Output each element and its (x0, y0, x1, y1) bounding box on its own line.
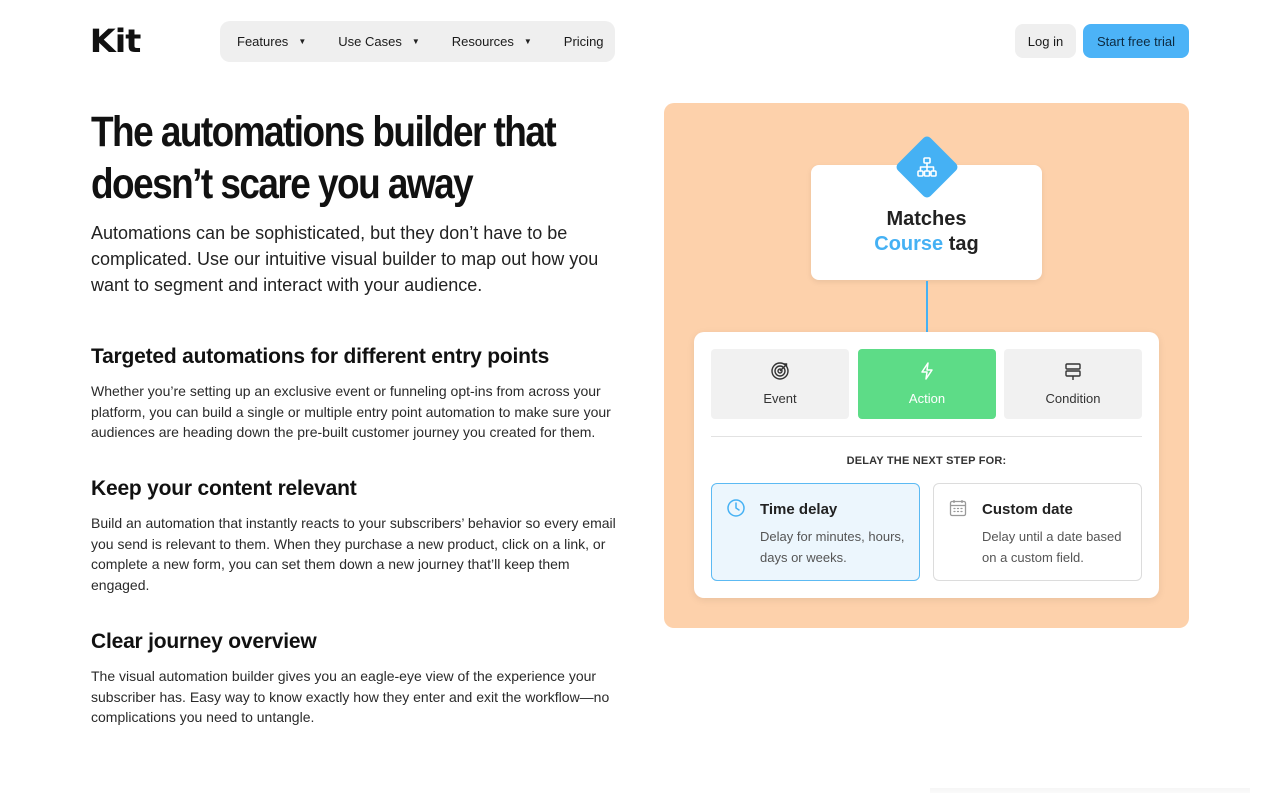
caret-down-icon: ▼ (411, 37, 420, 46)
option-event[interactable] (711, 349, 849, 419)
start-free-trial-button[interactable]: Start free trial (1083, 24, 1189, 58)
lightning-icon (917, 361, 937, 381)
caret-down-icon: ▼ (298, 37, 307, 46)
feature-heading-overview: Clear journey overview (91, 630, 317, 653)
option-action-label: Action (908, 391, 946, 406)
match-tag (811, 233, 1042, 256)
login-button[interactable]: Log in (1015, 24, 1076, 58)
feature-body-entry-points: Whether you’re setting up an exclusive event or funneling opt-ins from across your platform, you can build a single or multiple entry point automation to make sure your audiences are heading down the pre-built customer journey you created for them. (91, 383, 611, 441)
main-nav (220, 21, 615, 62)
custom-date-title: Custom date (982, 501, 1073, 518)
nav-use-cases-label: Use Cases (338, 34, 402, 49)
hero-title (91, 106, 555, 210)
calendar-icon (948, 498, 968, 518)
nav-resources-label: Resources (451, 34, 514, 49)
hero-subtitle: Automations can be sophisticated, but they don’t have to be complicated. Use our intuitive visual builder to map out how you want to segment and interact with your audience. (91, 223, 599, 295)
caret-down-icon: ▼ (523, 37, 532, 46)
nav-resources[interactable] (452, 34, 532, 49)
option-event-label: Event (763, 391, 797, 406)
signpost-icon (1063, 361, 1083, 381)
kit-logo[interactable]: Kit (89, 22, 141, 60)
option-condition[interactable] (1004, 349, 1142, 419)
delay-section-label: DELAY THE NEXT STEP FOR: (846, 455, 1007, 467)
option-action[interactable] (858, 349, 996, 419)
nav-features-label: Features (237, 34, 289, 49)
feature-heading-relevant: Keep your content relevant (91, 477, 357, 500)
custom-date-option[interactable] (933, 483, 1142, 581)
feature-heading-entry-points: Targeted automations for different entry points (91, 345, 550, 368)
bottom-edge-shadow (930, 788, 1250, 793)
nav-features[interactable] (237, 34, 306, 49)
match-word: Matches (886, 208, 967, 230)
divider (711, 436, 1142, 437)
clock-icon (726, 498, 746, 518)
nav-pricing-label: Pricing (563, 34, 604, 49)
time-delay-title: Time delay (760, 501, 838, 518)
match-tag-name: Course (874, 233, 944, 255)
hierarchy-icon (915, 155, 939, 179)
match-tag-suffix: tag (948, 233, 979, 255)
custom-date-desc: Delay until a date based on a custom field. (982, 529, 1122, 565)
time-delay-desc: Delay for minutes, hours, days or weeks. (760, 529, 905, 565)
feature-body-relevant: Build an automation that instantly reacts to your subscribers’ behavior so every email you send is relevant to them. When they purchase a new product, click on a link, or complete a new form, you can set them down a new journey that’ll keep them engaged. (91, 515, 616, 594)
target-icon (770, 361, 790, 381)
feature-body-overview: The visual automation builder gives you an eagle-eye view of the experience your subscriber has. Easy way to know exactly how they enter and exit the workflow—no complications you need to untangle. (91, 668, 610, 726)
hero-title-line1: The automations builder that (91, 108, 556, 156)
option-condition-label: Condition (1045, 391, 1101, 406)
flow-connector (926, 281, 928, 332)
nav-pricing[interactable] (564, 34, 604, 49)
time-delay-option[interactable] (711, 483, 920, 581)
nav-use-cases[interactable] (338, 34, 420, 49)
hero-title-line2: doesn’t scare you away (91, 160, 473, 208)
